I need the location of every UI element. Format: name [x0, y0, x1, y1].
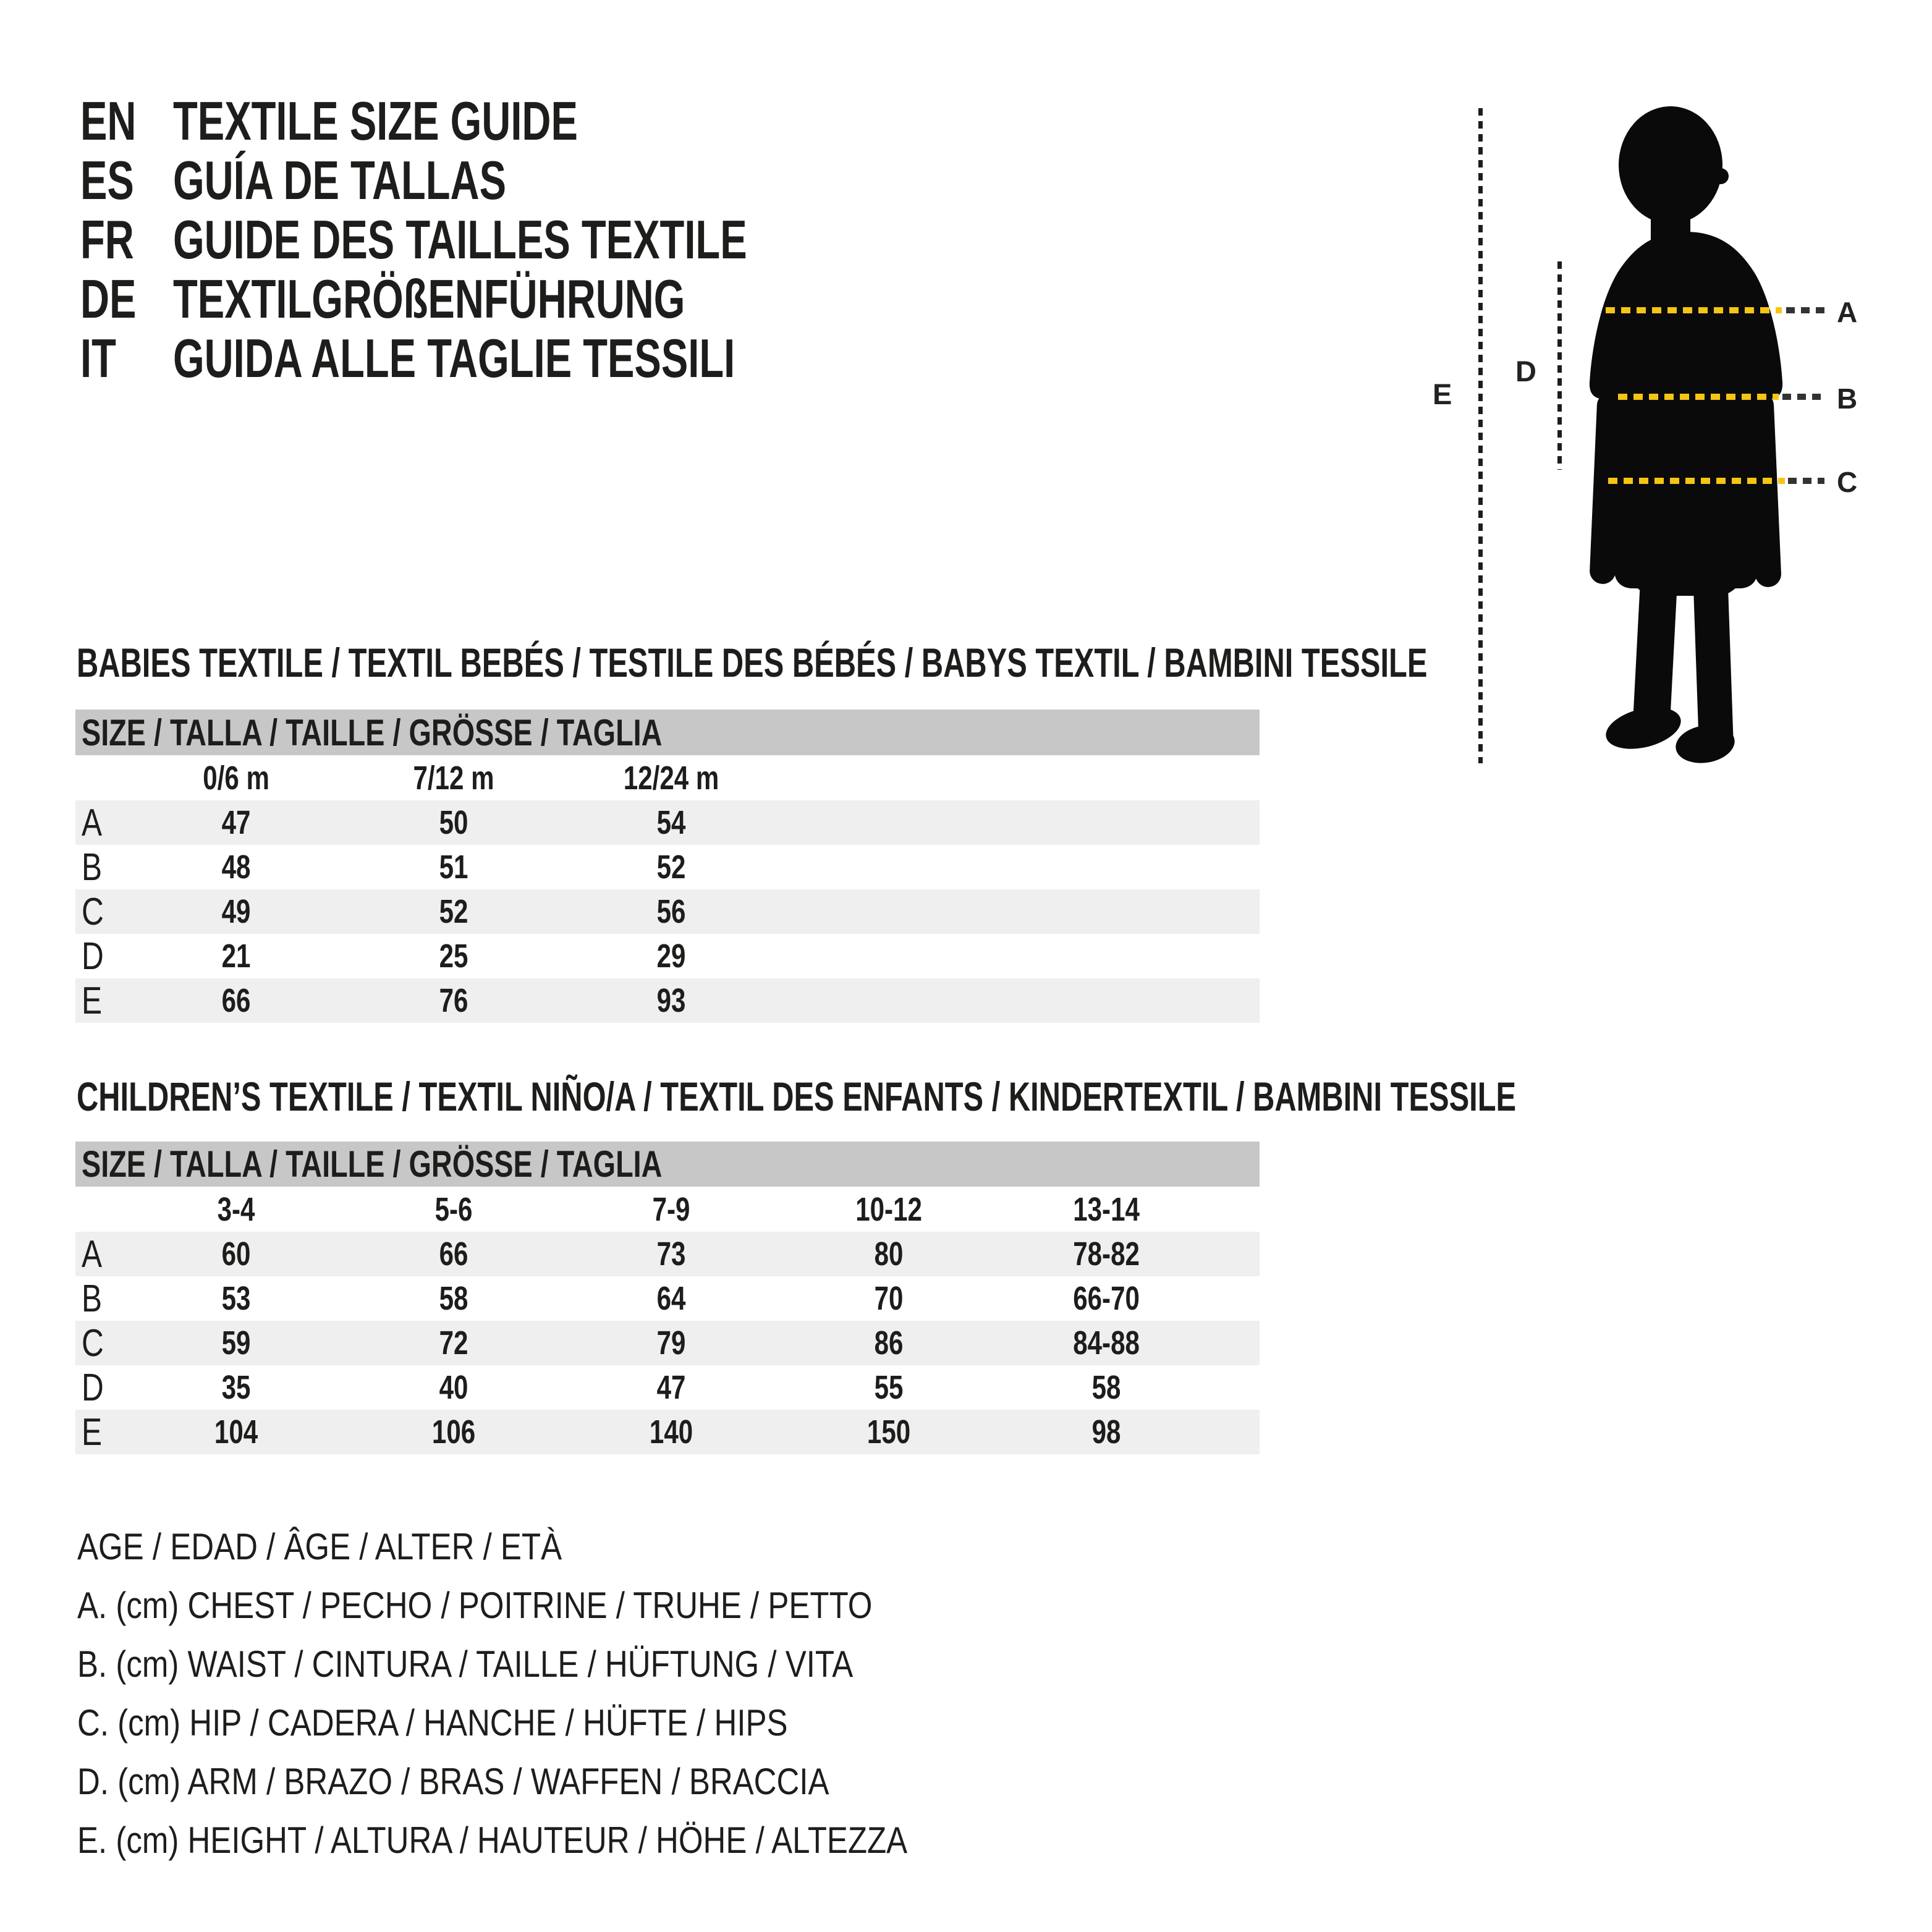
figure-label-waist: B	[1837, 383, 1858, 415]
value-cell	[998, 803, 1215, 842]
language-code-text: IT	[80, 328, 116, 389]
table-column-header-row	[75, 1187, 1260, 1232]
column-header-cell-text: 10-12	[855, 1190, 922, 1228]
value-cell	[345, 981, 562, 1020]
value-cell-text: 55	[874, 1369, 904, 1406]
value-cell-text: 98	[1091, 1413, 1121, 1451]
value-cell-text: 70	[874, 1280, 904, 1317]
value-cell	[562, 1279, 780, 1318]
language-row	[80, 329, 949, 388]
row-letter-cell-text: D	[82, 934, 104, 978]
value-cell	[780, 981, 998, 1020]
silhouette-shorts	[1612, 452, 1760, 588]
value-cell	[998, 892, 1215, 931]
value-cell	[127, 981, 345, 1020]
column-header-cell	[780, 759, 998, 797]
legend-line-text: D. (cm) ARM / BRAZO / BRAS / WAFFEN / BRACCIA	[77, 1761, 829, 1802]
value-cell	[998, 937, 1215, 975]
column-header-cell	[998, 759, 1215, 797]
value-cell-text: 40	[439, 1369, 468, 1406]
column-header-cell	[998, 1190, 1215, 1229]
table-row	[75, 1410, 1260, 1454]
value-cell	[998, 1368, 1215, 1407]
value-cell	[998, 1279, 1215, 1318]
table-row	[75, 889, 1260, 934]
value-cell-text: 52	[656, 849, 686, 886]
language-title-text: TEXTILE SIZE GUIDE	[173, 90, 578, 151]
value-cell-text: 80	[874, 1235, 904, 1273]
babies-size-header-bar	[75, 710, 1260, 755]
figure-label-arm: D	[1515, 355, 1536, 388]
row-letter-cell	[75, 1277, 127, 1321]
value-cell-text: 106	[431, 1413, 476, 1451]
waist-line-yellow	[1618, 394, 1779, 400]
children-heading-text: CHILDREN’S TEXTILE / TEXTIL NIÑO/A / TEXTIL DES ENFANTS / KINDERTEXTIL / BAMBINI TESSILE	[77, 1074, 1517, 1119]
figure-label-hip: C	[1837, 466, 1858, 498]
language-title	[173, 90, 720, 153]
language-code-text: DE	[80, 268, 137, 329]
value-cell-text: 35	[221, 1369, 251, 1406]
value-cell	[562, 1368, 780, 1407]
column-header-cell	[562, 1190, 780, 1229]
value-cell-text: 66	[439, 1235, 468, 1273]
size-header-label: SIZE / TALLA / TAILLE / GRÖSSE / TAGLIA	[82, 711, 663, 753]
language-row	[80, 91, 949, 151]
value-cell	[562, 1413, 780, 1451]
row-letter-cell	[75, 1410, 127, 1454]
value-cell-text: 25	[439, 938, 468, 975]
language-code	[80, 90, 173, 153]
language-title	[173, 149, 623, 212]
value-cell	[780, 1324, 998, 1362]
babies-size-table	[75, 710, 1260, 1023]
value-cell	[998, 981, 1215, 1020]
value-cell	[127, 1235, 345, 1273]
value-cell	[998, 1413, 1215, 1451]
row-letter-cell-text: C	[82, 890, 104, 933]
size-header-label: SIZE / TALLA / TAILLE / GRÖSSE / TAGLIA	[82, 1143, 663, 1185]
legend-line-text: AGE / EDAD / ÂGE / ALTER / ETÀ	[77, 1526, 562, 1567]
chest-line-yellow	[1606, 307, 1782, 313]
language-title-text: GUIDE DES TAILLES TEXTILE	[173, 209, 747, 270]
value-cell	[998, 1235, 1215, 1273]
value-cell-text: 73	[656, 1235, 686, 1273]
value-cell-text: 48	[221, 849, 251, 886]
waist-line-pointer	[1782, 394, 1823, 400]
figure-label-height: E	[1433, 378, 1452, 410]
value-cell	[345, 892, 562, 931]
row-letter-cell	[75, 1232, 127, 1276]
value-cell-text: 59	[221, 1324, 251, 1362]
babies-section-heading	[77, 639, 1902, 686]
column-header-cell	[780, 1190, 998, 1229]
column-header-cell	[127, 1190, 345, 1229]
value-cell	[780, 892, 998, 931]
language-title	[173, 327, 933, 390]
table-row	[75, 1276, 1260, 1321]
value-cell	[780, 1279, 998, 1318]
value-cell	[345, 1413, 562, 1451]
silhouette-ear	[1713, 168, 1729, 184]
silhouette-left-shoe	[1601, 700, 1685, 756]
row-letter-cell-text: A	[82, 1232, 103, 1276]
table-row	[75, 934, 1260, 978]
hip-line-pointer	[1788, 478, 1824, 484]
row-letter-cell-text: B	[82, 1277, 103, 1320]
column-header-cell-text: 13-14	[1073, 1190, 1140, 1228]
value-cell	[127, 1324, 345, 1362]
value-cell	[345, 1324, 562, 1362]
value-cell-text: 58	[1091, 1369, 1121, 1406]
column-header-cell	[562, 759, 780, 797]
value-cell-text: 78-82	[1073, 1235, 1140, 1273]
value-cell	[562, 848, 780, 886]
language-code-text: ES	[80, 150, 134, 211]
language-title	[173, 208, 949, 271]
legend-line	[77, 1517, 1054, 1576]
language-code	[80, 268, 173, 331]
value-cell-text: 53	[221, 1280, 251, 1317]
value-cell	[562, 1235, 780, 1273]
value-cell-text: 66-70	[1073, 1280, 1140, 1317]
value-cell-text: 58	[439, 1280, 468, 1317]
table-row	[75, 1321, 1260, 1365]
table-row	[75, 1232, 1260, 1276]
row-letter-cell	[75, 1366, 127, 1410]
row-letter-cell	[75, 845, 127, 889]
language-code	[80, 327, 173, 390]
value-cell	[345, 937, 562, 975]
value-cell-text: 29	[656, 938, 686, 975]
column-header-cell	[345, 759, 562, 797]
column-header-cell	[345, 1190, 562, 1229]
value-cell-text: 54	[656, 804, 686, 841]
row-letter-cell-text: E	[82, 1410, 103, 1454]
table-row	[75, 800, 1260, 845]
value-cell	[780, 937, 998, 975]
column-header-cell-text: 12/24 m	[623, 759, 719, 797]
value-cell-text: 52	[439, 893, 468, 930]
value-cell	[780, 848, 998, 886]
legend-line	[77, 1693, 1054, 1752]
legend-line	[77, 1752, 1054, 1811]
column-header-cell-text: 3-4	[217, 1190, 255, 1228]
legend-line-text: C. (cm) HIP / CADERA / HANCHE / HÜFTE / HIPS	[77, 1702, 788, 1743]
value-cell-text: 66	[221, 982, 251, 1019]
children-size-header-bar	[75, 1142, 1260, 1187]
row-letter-cell-text: B	[82, 845, 103, 889]
row-letter-cell	[75, 801, 127, 845]
legend-line-text: A. (cm) CHEST / PECHO / POITRINE / TRUHE / PETTO	[77, 1585, 873, 1626]
legend-line	[77, 1635, 1054, 1693]
legend-line	[77, 1811, 1054, 1870]
value-cell-text: 72	[439, 1324, 468, 1362]
children-section-heading	[77, 1073, 1932, 1120]
row-letter-cell-text: D	[82, 1366, 104, 1409]
value-cell-text: 47	[221, 804, 251, 841]
value-cell	[127, 1279, 345, 1318]
row-letter-cell-text: C	[82, 1321, 104, 1365]
value-cell-text: 86	[874, 1324, 904, 1362]
row-letter-cell	[75, 979, 127, 1023]
value-cell-text: 150	[866, 1413, 911, 1451]
value-cell-text: 84-88	[1073, 1324, 1140, 1362]
value-cell-text: 50	[439, 804, 468, 841]
language-title-text: GUIDA ALLE TAGLIE TESSILI	[173, 328, 735, 389]
language-row	[80, 210, 949, 269]
value-cell	[345, 1279, 562, 1318]
language-title-text: TEXTILGRÖßENFÜHRUNG	[173, 268, 685, 329]
value-cell-text: 56	[656, 893, 686, 930]
language-title	[173, 268, 865, 331]
value-cell-text: 60	[221, 1235, 251, 1273]
value-cell-text: 79	[656, 1324, 686, 1362]
value-cell	[345, 848, 562, 886]
value-cell	[127, 892, 345, 931]
arm-measure-line-D	[1557, 261, 1562, 470]
language-code-text: EN	[80, 90, 137, 151]
row-letter-cell	[75, 890, 127, 934]
value-cell	[127, 937, 345, 975]
value-cell	[562, 937, 780, 975]
value-cell-text: 49	[221, 893, 251, 930]
value-cell-text: 21	[221, 938, 251, 975]
value-cell	[345, 803, 562, 842]
value-cell-text: 47	[656, 1369, 686, 1406]
language-row	[80, 151, 949, 210]
children-size-table	[75, 1142, 1260, 1454]
column-header-cell-text: 7/12 m	[413, 759, 494, 797]
value-cell-text: 93	[656, 982, 686, 1019]
table-row	[75, 978, 1260, 1023]
value-cell	[998, 1324, 1215, 1362]
babies-heading-text: BABIES TEXTILE / TEXTIL BEBÉS / TESTILE DES BÉBÉS / BABYS TEXTIL / BAMBINI TESSILE	[77, 640, 1428, 685]
language-header	[80, 91, 949, 388]
value-cell	[127, 1413, 345, 1451]
legend-line	[77, 1576, 1054, 1635]
value-cell	[998, 848, 1215, 886]
row-letter-cell	[75, 934, 127, 978]
language-code-text: FR	[80, 209, 134, 270]
value-cell-text: 140	[649, 1413, 693, 1451]
value-cell-text: 76	[439, 982, 468, 1019]
table-column-header-row	[75, 755, 1260, 800]
value-cell	[345, 1368, 562, 1407]
chest-line-pointer	[1786, 307, 1824, 313]
value-cell	[780, 803, 998, 842]
column-header-cell-text: 0/6 m	[203, 759, 269, 797]
value-cell	[780, 1368, 998, 1407]
value-cell	[780, 1413, 998, 1451]
column-header-cell-text: 7-9	[652, 1190, 690, 1228]
column-header-cell	[127, 759, 345, 797]
language-code	[80, 208, 173, 271]
language-code	[80, 149, 173, 212]
row-letter-cell	[75, 1321, 127, 1365]
language-title-text: GUÍA DE TALLAS	[173, 150, 507, 211]
language-row	[80, 269, 949, 329]
table-row	[75, 845, 1260, 889]
value-cell	[562, 803, 780, 842]
value-cell-text: 64	[656, 1280, 686, 1317]
column-header-cell-text: 5-6	[434, 1190, 473, 1228]
legend-line-text: B. (cm) WAIST / CINTURA / TAILLE / HÜFTUNG / VITA	[77, 1643, 854, 1685]
figure-label-chest: A	[1837, 296, 1858, 328]
value-cell	[562, 981, 780, 1020]
value-cell	[127, 848, 345, 886]
measurement-legend	[77, 1517, 1054, 1870]
value-cell	[345, 1235, 562, 1273]
row-letter-cell-text: A	[82, 801, 103, 844]
legend-line-text: E. (cm) HEIGHT / ALTURA / HAUTEUR / HÖHE / ALTEZZA	[77, 1820, 908, 1861]
value-cell	[562, 1324, 780, 1362]
value-cell	[127, 1368, 345, 1407]
value-cell	[780, 1235, 998, 1273]
value-cell-text: 51	[439, 849, 468, 886]
hip-line-yellow	[1608, 478, 1785, 484]
table-row	[75, 1365, 1260, 1410]
row-letter-cell-text: E	[82, 979, 103, 1022]
value-cell-text: 104	[214, 1413, 258, 1451]
value-cell	[127, 803, 345, 842]
value-cell	[562, 892, 780, 931]
